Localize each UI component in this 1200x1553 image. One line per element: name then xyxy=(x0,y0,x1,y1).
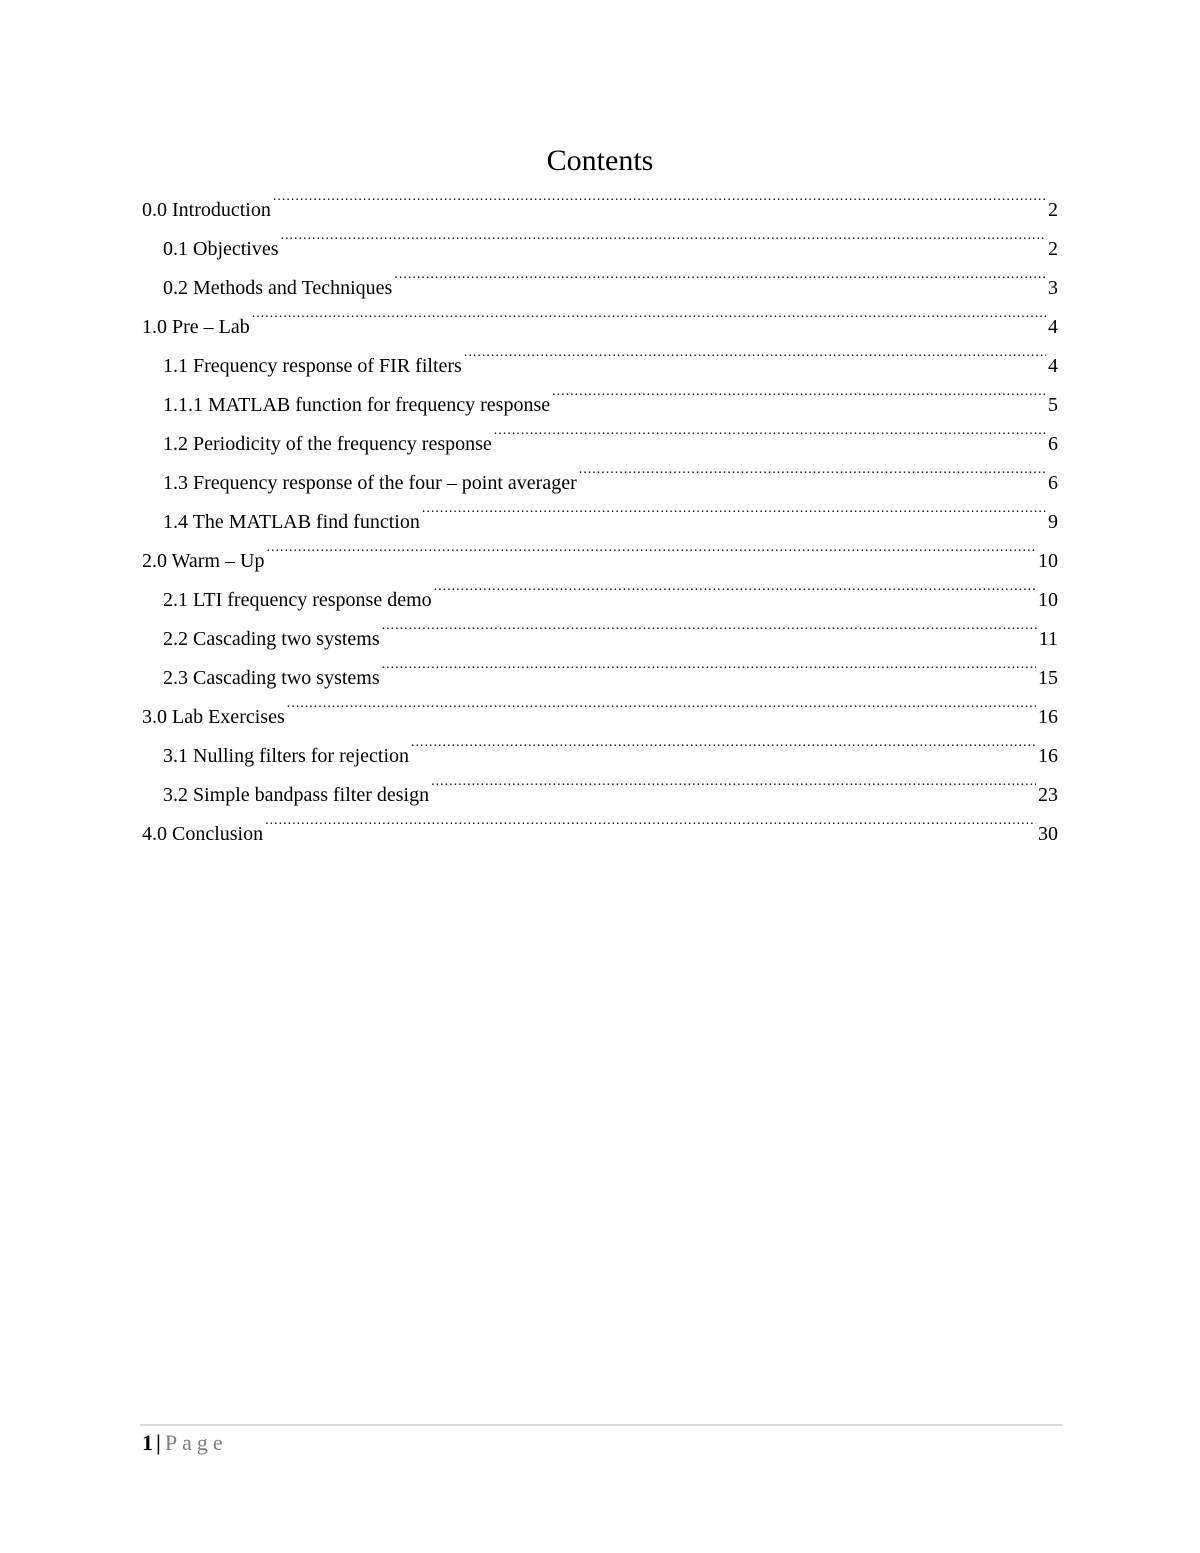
toc-entry-page: 15 xyxy=(1038,667,1058,689)
toc-dot-leader xyxy=(431,762,1036,801)
toc-entry-page: 16 xyxy=(1038,745,1058,767)
toc-dot-leader xyxy=(494,411,1046,450)
toc-dot-leader xyxy=(252,294,1046,333)
toc-entry-page: 6 xyxy=(1048,433,1058,455)
toc-dot-leader xyxy=(394,255,1046,294)
toc-entry[interactable] xyxy=(142,216,1058,260)
toc-entry-title: 3.2 Simple bandpass filter design xyxy=(163,784,430,806)
toc-entry-page: 16 xyxy=(1038,706,1058,728)
toc-entry[interactable] xyxy=(142,528,1058,572)
toc-dot-leader xyxy=(552,372,1046,411)
toc-entry-title: 1.2 Periodicity of the frequency response xyxy=(163,433,492,455)
toc-entry-page: 2 xyxy=(1048,199,1058,221)
toc-entry-title: 1.1 Frequency response of FIR filters xyxy=(163,355,462,377)
toc-entry-title: 0.2 Methods and Techniques xyxy=(163,277,393,299)
toc-dot-leader xyxy=(422,489,1046,528)
toc-entry-page: 10 xyxy=(1038,589,1058,611)
toc-entry-page: 9 xyxy=(1048,511,1058,533)
footer-page-label: Page xyxy=(164,1430,228,1455)
toc-entry-title: 2.3 Cascading two systems xyxy=(163,667,380,689)
toc-entry-title: 2.1 LTI frequency response demo xyxy=(163,589,432,611)
toc-entry-page: 30 xyxy=(1038,823,1058,845)
toc-entry-page: 10 xyxy=(1038,550,1058,572)
toc-entry[interactable] xyxy=(142,294,1058,338)
footer-separator: | xyxy=(156,1430,161,1455)
toc-entry-page: 5 xyxy=(1048,394,1058,416)
toc-dot-leader xyxy=(281,216,1046,255)
toc-dot-leader xyxy=(434,567,1036,606)
toc-dot-leader xyxy=(382,606,1037,645)
toc-entry[interactable] xyxy=(142,255,1058,299)
toc-entry-page: 4 xyxy=(1048,316,1058,338)
toc-entry-title: 1.0 Pre – Lab xyxy=(142,316,250,338)
toc-entry-title: 0.0 Introduction xyxy=(142,199,271,221)
toc-entry[interactable] xyxy=(142,177,1058,221)
toc-entry-title: 0.1 Objectives xyxy=(163,238,279,260)
toc-entry-title: 1.3 Frequency response of the four – point averager xyxy=(163,472,577,494)
toc-entry-title: 4.0 Conclusion xyxy=(142,823,264,845)
toc-entry[interactable] xyxy=(142,567,1058,611)
toc-entry[interactable] xyxy=(142,333,1058,377)
toc-entry-page: 6 xyxy=(1048,472,1058,494)
toc-entry-page: 2 xyxy=(1048,238,1058,260)
toc-entry-title: 2.2 Cascading two systems xyxy=(163,628,380,650)
toc-dot-leader xyxy=(287,684,1036,723)
toc-dot-leader xyxy=(579,450,1046,489)
toc-dot-leader xyxy=(411,723,1036,762)
toc-entry-title: 1.4 The MATLAB find function xyxy=(163,511,420,533)
toc-dot-leader xyxy=(382,645,1036,684)
table-of-contents xyxy=(142,177,1058,845)
footer-divider xyxy=(140,1424,1062,1426)
toc-dot-leader xyxy=(266,528,1036,567)
toc-entry-page: 23 xyxy=(1038,784,1058,806)
toc-entry-title: 2.0 Warm – Up xyxy=(142,550,265,572)
page-footer xyxy=(142,1428,228,1458)
toc-entry-page: 4 xyxy=(1048,355,1058,377)
page-title: Contents xyxy=(546,144,654,177)
toc-dot-leader xyxy=(265,801,1036,840)
toc-entry-page: 11 xyxy=(1038,628,1058,650)
footer-page-number: 1 xyxy=(142,1430,153,1455)
toc-entry[interactable] xyxy=(142,801,1058,845)
toc-entry-title: 3.0 Lab Exercises xyxy=(142,706,285,728)
toc-entry-page: 3 xyxy=(1048,277,1058,299)
toc-dot-leader xyxy=(464,333,1046,372)
toc-entry-title: 1.1.1 MATLAB function for frequency response xyxy=(163,394,551,416)
toc-entry-title: 3.1 Nulling filters for rejection xyxy=(163,745,410,767)
toc-dot-leader xyxy=(273,177,1046,216)
